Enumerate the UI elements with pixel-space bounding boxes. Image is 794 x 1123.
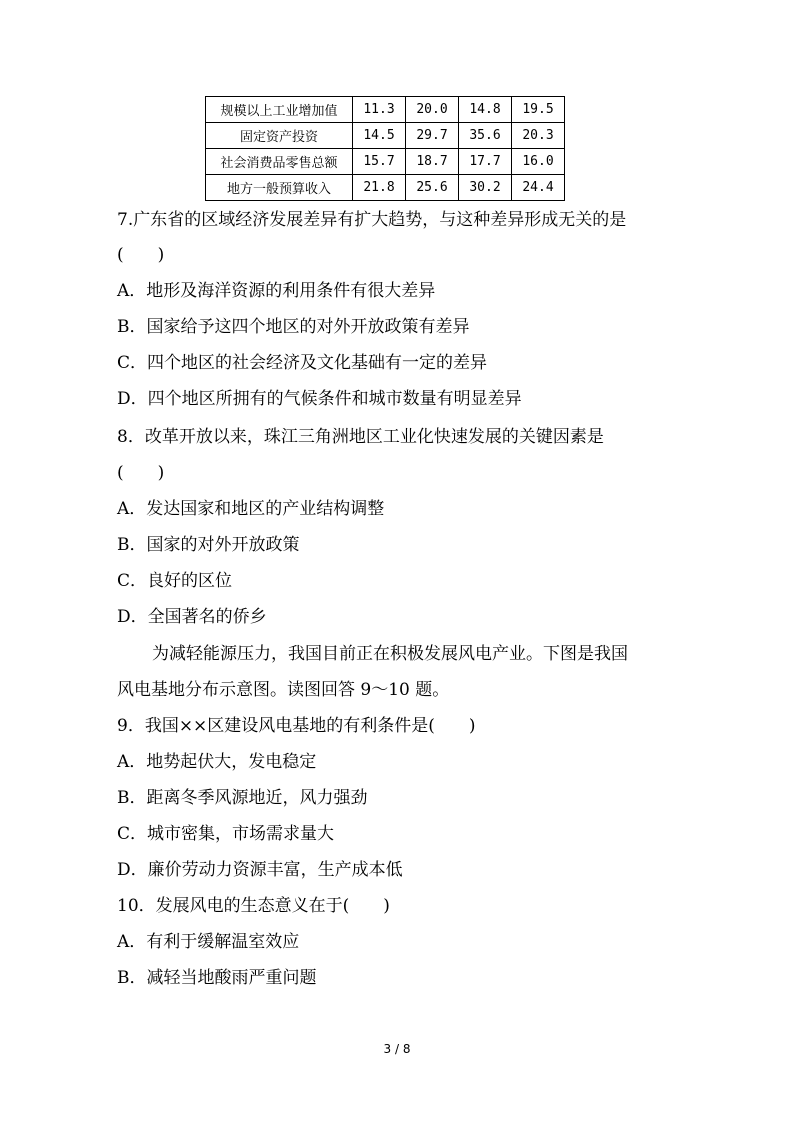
cell-value: 17.7 [459,149,512,175]
intro-line-2: 风电基地分布示意图。读图回答 9～10 题。 [117,680,450,700]
cell-value: 30.2 [459,175,512,201]
cell-value: 19.5 [512,97,565,123]
question-10-option-a: A．有利于缓解温室效应 [117,932,300,952]
row-label: 固定资产投资 [206,123,353,149]
question-7-option-d: D．四个地区所拥有的气候条件和城市数量有明显差异 [117,389,522,409]
question-9-option-c: C．城市密集，市场需求量大 [117,824,335,844]
question-8-stem: 8．改革开放以来，珠江三角洲地区工业化快速发展的关键因素是 [117,427,604,447]
cell-value: 20.3 [512,123,565,149]
row-label: 社会消费品零售总额 [206,149,353,175]
table-row [206,97,565,123]
question-7-option-b: B．国家给予这四个地区的对外开放政策有差异 [117,317,470,337]
cell-value: 29.7 [406,123,459,149]
cell-value: 18.7 [406,149,459,175]
data-table [205,96,565,201]
question-10-stem: 10．发展风电的生态意义在于( ) [117,896,390,916]
question-8-option-b: B．国家的对外开放政策 [117,535,300,555]
cell-value: 35.6 [459,123,512,149]
row-label: 地方一般预算收入 [206,175,353,201]
page-number: 3 / 8 [383,1042,411,1056]
question-8-option-a: A．发达国家和地区的产业结构调整 [117,499,385,519]
question-9-option-b: B．距离冬季风源地近，风力强劲 [117,788,368,808]
cell-value: 14.5 [353,123,406,149]
table-row [206,123,565,149]
question-9-option-a: A．地势起伏大，发电稳定 [117,752,317,772]
cell-value: 15.7 [353,149,406,175]
cell-value: 24.4 [512,175,565,201]
cell-value: 20.0 [406,97,459,123]
question-8-blank: ( ) [117,463,165,483]
cell-value: 25.6 [406,175,459,201]
cell-value: 11.3 [353,97,406,123]
intro-line-1: 为减轻能源压力，我国目前正在积极发展风电产业。下图是我国 [152,644,628,664]
cell-value: 21.8 [353,175,406,201]
question-8-option-c: C．良好的区位 [117,571,233,591]
cell-value: 16.0 [512,149,565,175]
question-7-blank: ( ) [117,245,165,265]
question-10-option-b: B．减轻当地酸雨严重问题 [117,968,317,988]
question-7-option-a: A．地形及海洋资源的利用条件有很大差异 [117,281,436,301]
cell-value: 14.8 [459,97,512,123]
question-9-stem: 9．我国××区建设风电基地的有利条件是( ) [117,716,476,736]
question-7-stem: 7.广东省的区域经济发展差异有扩大趋势，与这种差异形成无关的是 [117,210,627,230]
table-row [206,175,565,201]
question-7-option-c: C．四个地区的社会经济及文化基础有一定的差异 [117,353,488,373]
question-9-option-d: D．廉价劳动力资源丰富，生产成本低 [117,860,403,880]
table-row [206,149,565,175]
row-label: 规模以上工业增加值 [206,97,353,123]
question-8-option-d: D．全国著名的侨乡 [117,607,267,627]
